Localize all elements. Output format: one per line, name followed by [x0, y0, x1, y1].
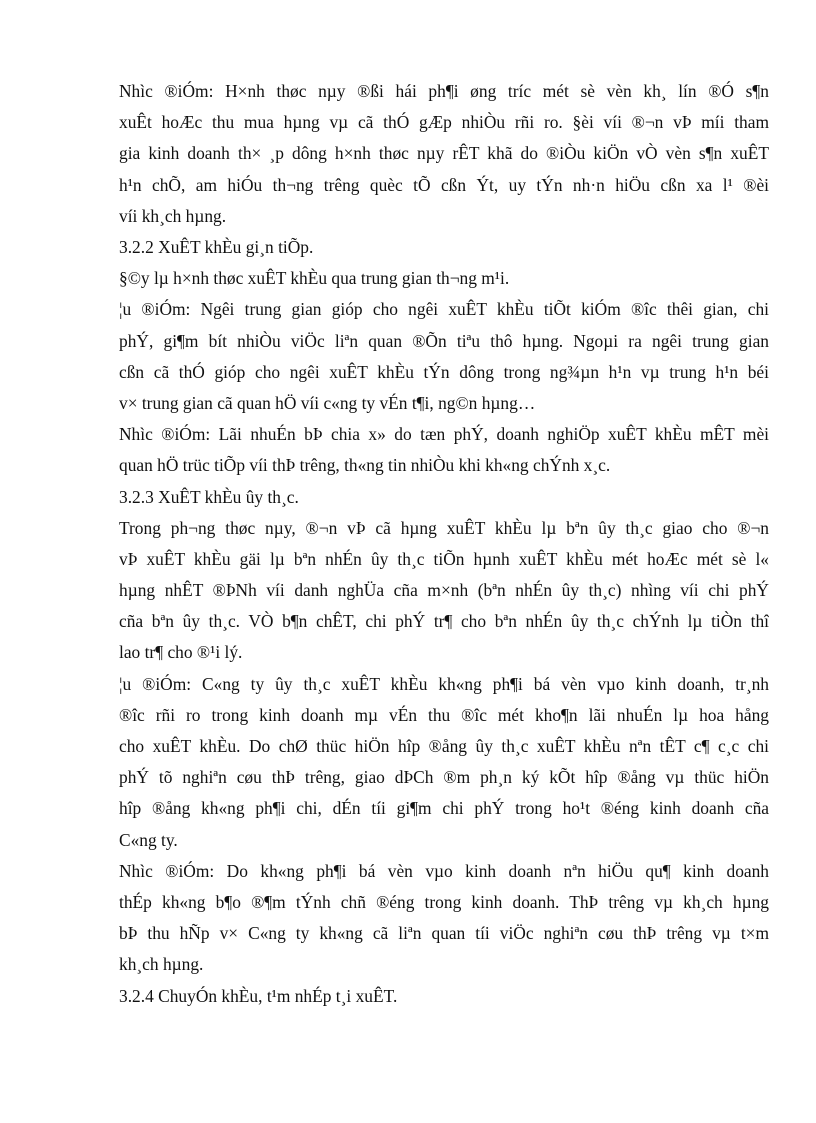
text-line: Trong ph¬ng thøc nµy, ®¬n vÞ cã hµng xuÊT khÈu lµ bªn ûy th¸c giao cho ®¬n: [119, 517, 769, 538]
text-line: phÝ, gi¶m bít nhiÒu viÖc liªn quan ®Õn tiªu thô hµng. Ngoµi ra ngêi trung gian: [119, 330, 769, 351]
section-heading: 3.2.4 ChuyÓn khÈu, t¹m nhÉp t¸i xuÊT.: [119, 985, 398, 1006]
text-line: xuÊt hoÆc thu mua hµng vµ cã thÓ gÆp nhiÒu rñi ro. §èi víi ®¬n vÞ míi tham: [119, 112, 769, 133]
text-line: ¦u ®iÓm: Ngêi trung gian gióp cho ngêi xuÊT khÈu tiÕt kiÓm ®îc thêi gian, chi: [119, 299, 769, 320]
text-line: C«ng ty.: [119, 829, 178, 850]
section-heading: 3.2.2 XuÊT khÈu gi¸n tiÕp.: [119, 236, 314, 257]
text-line: gia kinh doanh th× ¸p dông h×nh thøc nµy rÊT khã do ®iÒu kiÖn vÒ vèn s¶n xuÊT: [119, 143, 769, 164]
text-line: bÞ thu hÑp v× C«ng ty kh«ng cã liªn quan tíi viÖc nghiªn cøu thÞ trêng vµ t×m: [119, 923, 769, 944]
text-line: cho xuÊT khÈu. Do chØ thüc hiÖn hîp ®ång ûy th¸c xuÊT khÈu nªn tÊT c¶ c¸c chi: [119, 736, 769, 757]
text-line: ®îc rñi ro trong kinh doanh mµ vÉn thu ®îc mét kho¶n lãi nhuÉn lµ hoa hång: [119, 704, 769, 725]
text-line: h¹n chÕ, am hiÓu th¬ng trêng quèc tÕ cßn Ýt, uy tÝn nh·n hiÖu cßn xa l¹ ®èi: [119, 174, 769, 195]
text-line: lao tr¶ cho ®¹i lý.: [119, 642, 243, 663]
text-line: hîp ®ång kh«ng ph¶i chi, dÉn tíi gi¶m chi phÝ trong ho¹t ®éng kinh doanh cña: [119, 798, 769, 819]
text-line: Nhìc ®iÓm: Lãi nhuÉn bÞ chia x» do tæn phÝ, doanh nghiÖp xuÊT khÈu mÊT mèi: [119, 424, 769, 445]
text-line: §©y lµ h×nh thøc xuÊT khÈu qua trung gian th¬ng m¹i.: [119, 268, 510, 289]
text-line: v× trung gian cã quan hÖ víi c«ng ty vÉn t¶i, ng©n hµng…: [119, 392, 536, 413]
text-line: Nhìc ®iÓm: H×nh thøc nµy ®ßi hái ph¶i øng tríc mét sè vèn kh¸ lín ®Ó s¶n: [119, 81, 769, 101]
text-line: thÉp kh«ng b¶o ®¶m tÝnh chñ ®éng trong kinh doanh. ThÞ trêng vµ kh¸ch hµng: [119, 892, 769, 912]
text-line: ¦u ®iÓm: C«ng ty ûy th¸c xuÊT khÈu kh«ng ph¶i bá vèn vµo kinh doanh, tr¸nh: [119, 673, 769, 694]
text-line: quan hÖ trüc tiÕp víi thÞ trêng, th«ng tin nhiÒu khi kh«ng chÝnh x¸c.: [119, 455, 611, 476]
text-line: vÞ xuÊT khÈu gäi lµ bªn nhÉn ûy th¸c tiÕn hµnh xuÊT khÈu mét hoÆc mét sè l«: [119, 548, 769, 569]
document-body: [119, 76, 769, 1012]
text-line: cßn cã thÓ gióp cho ngêi xuÊT khÈu tÝn dông trong ng¾µn h¹n vµ trung h¹n béi: [119, 361, 769, 382]
text-line: víi kh¸ch hµng.: [119, 205, 227, 226]
section-heading: 3.2.3 XuÊT khÈu ûy th¸c.: [119, 486, 299, 507]
text-line: Nhìc ®iÓm: Do kh«ng ph¶i bá vèn vµo kinh doanh nªn hiÖu qu¶ kinh doanh: [119, 860, 769, 881]
text-line: kh¸ch hµng.: [119, 954, 204, 975]
text-line: cña bªn ûy th¸c. VÒ b¶n chÊT, chi phÝ tr¶ cho bªn nhÉn ûy th¸c chÝnh lµ tiÒn thî: [119, 611, 769, 632]
text-line: phÝ tõ nghiªn cøu thÞ trêng, giao dÞCh ®m ph¸n ký kÕt hîp ®ång vµ thüc hiÖn: [119, 767, 769, 788]
text-line: hµng nhÊT ®ÞNh víi danh nghÜa cña m×nh (bªn nhÉn ûy th¸c) nhìng víi chi phÝ: [119, 580, 769, 601]
